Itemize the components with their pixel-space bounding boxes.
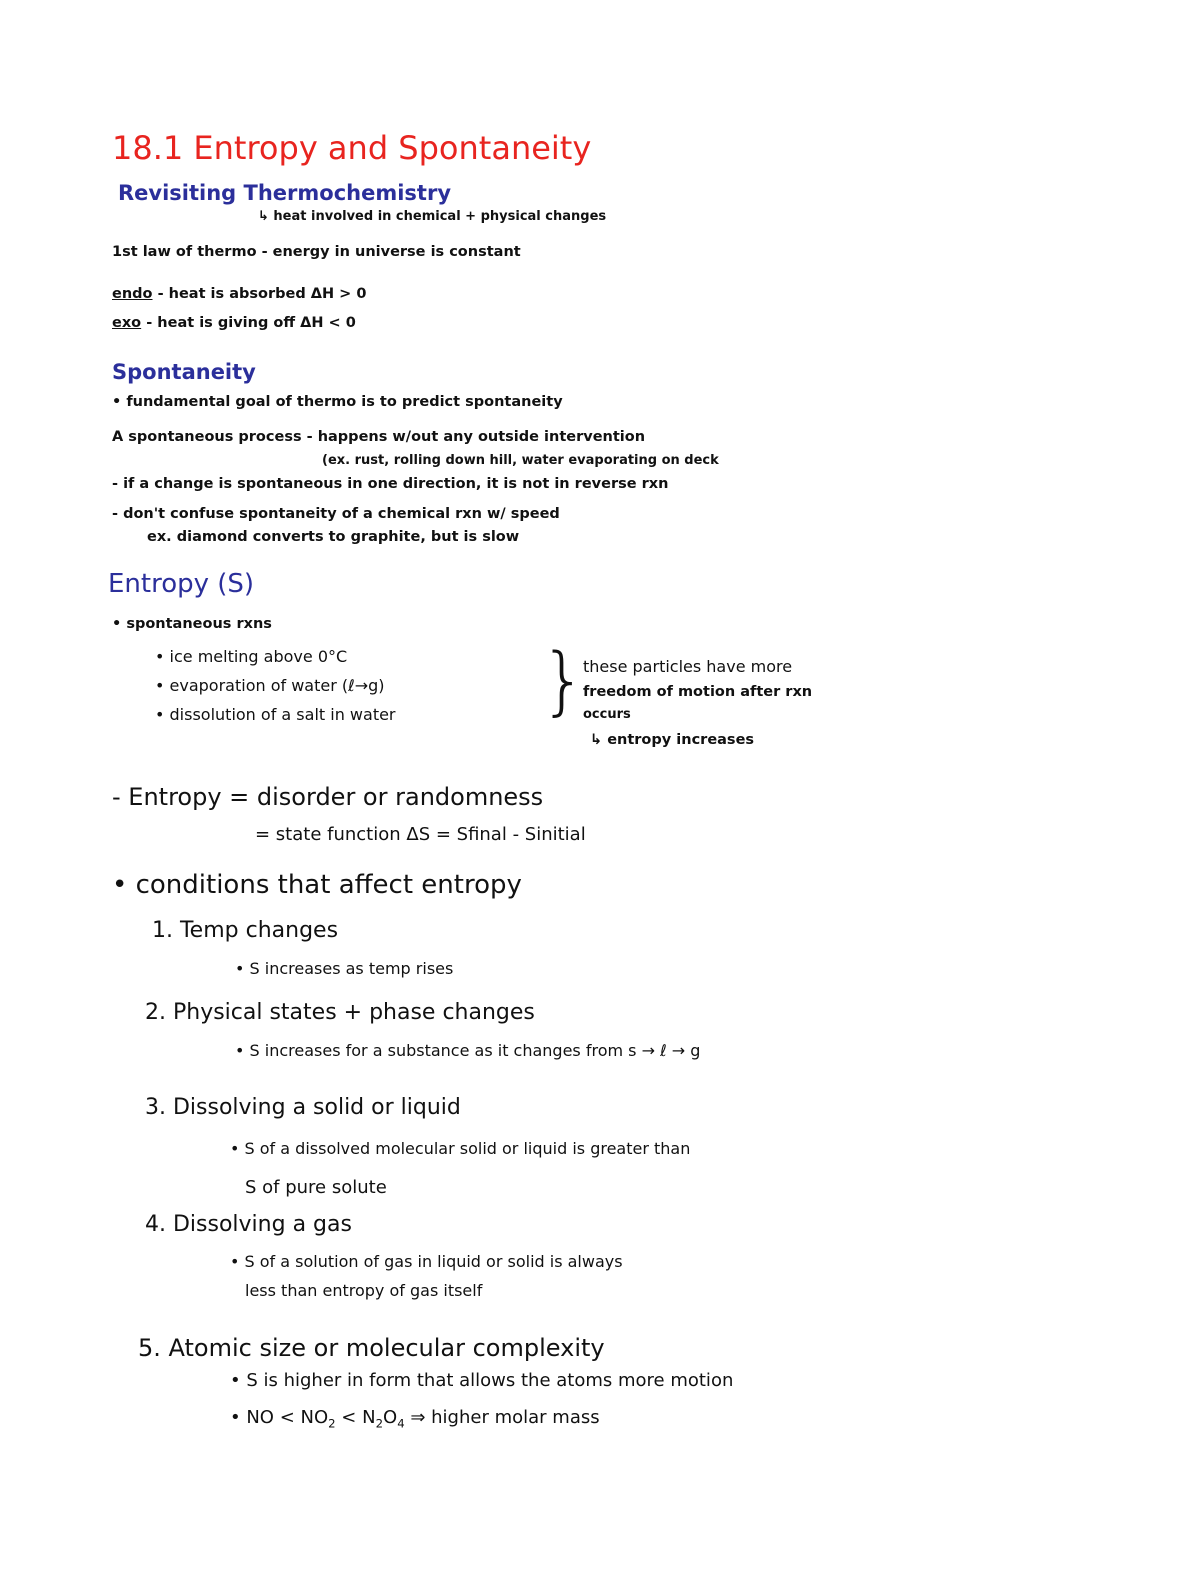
brace-note-line-4: ↳ entropy increases bbox=[590, 732, 755, 748]
spontaneous-examples: (ex. rust, rolling down hill, water evaporating on deck bbox=[322, 453, 719, 468]
formula-part-no-lt-no: • NO < NO bbox=[230, 1407, 329, 1428]
rxn-example-dissolution: • dissolution of a salt in water bbox=[155, 705, 396, 724]
rxn-example-ice: • ice melting above 0°C bbox=[155, 647, 348, 666]
entropy-definition: - Entropy = disorder or randomness bbox=[112, 783, 544, 811]
exo-term: exo bbox=[112, 315, 142, 331]
spontaneity-note-speed: - don't confuse spontaneity of a chemical rxn w/ speed bbox=[112, 506, 560, 522]
conditions-heading: • conditions that affect entropy bbox=[112, 870, 522, 900]
page-title: 18.1 Entropy and Spontaneity bbox=[112, 129, 592, 167]
exo-line bbox=[112, 316, 356, 331]
subscript-2: 2 bbox=[375, 1416, 384, 1431]
condition-3-note-2: S of pure solute bbox=[245, 1177, 387, 1198]
brace-note-line-2: freedom of motion after rxn bbox=[583, 684, 813, 700]
spontaneous-process-definition: A spontaneous process - happens w/out any outside intervention bbox=[112, 429, 646, 445]
molar-mass-note: ⇒ higher molar mass bbox=[404, 1407, 600, 1428]
first-law-line: 1st law of thermo - energy in universe is constant bbox=[112, 244, 521, 260]
condition-3-note-1: • S of a dissolved molecular solid or liquid is greater than bbox=[230, 1139, 691, 1158]
revisiting-note: ↳ heat involved in chemical + physical changes bbox=[258, 209, 607, 224]
curly-brace: } bbox=[540, 638, 588, 724]
subscript-4: 4 bbox=[397, 1416, 405, 1431]
exo-definition: - heat is giving off ΔH < 0 bbox=[146, 315, 356, 331]
endo-line bbox=[112, 287, 366, 302]
spontaneity-example-diamond: ex. diamond converts to graphite, but is slow bbox=[147, 529, 520, 545]
condition-4-note-2: less than entropy of gas itself bbox=[245, 1281, 483, 1300]
section-heading-entropy: Entropy (S) bbox=[108, 569, 255, 599]
formula-part-lt-n: < N bbox=[335, 1407, 376, 1428]
section-heading-spontaneity: Spontaneity bbox=[112, 360, 256, 384]
condition-1-title: 1. Temp changes bbox=[152, 918, 339, 943]
entropy-state-function: = state function ΔS = Sfinal - Sinitial bbox=[255, 824, 586, 845]
spontaneity-goal: • fundamental goal of thermo is to predict spontaneity bbox=[112, 394, 563, 410]
condition-5-note-1: • S is higher in form that allows the atoms more motion bbox=[230, 1370, 734, 1391]
subscript-2: 2 bbox=[328, 1416, 336, 1431]
brace-note-line-3: occurs bbox=[583, 707, 631, 722]
condition-5-title: 5. Atomic size or molecular complexity bbox=[138, 1334, 605, 1362]
formula-part-o: O bbox=[383, 1407, 398, 1428]
spontaneity-note-reverse: - if a change is spontaneous in one direction, it is not in reverse rxn bbox=[112, 476, 669, 492]
brace-note-line-1: these particles have more bbox=[583, 657, 793, 676]
condition-4-note-1: • S of a solution of gas in liquid or solid is always bbox=[230, 1252, 623, 1271]
condition-2-title: 2. Physical states + phase changes bbox=[145, 1000, 535, 1025]
condition-2-note: • S increases for a substance as it changes from s → ℓ → g bbox=[235, 1041, 701, 1060]
endo-term: endo bbox=[112, 286, 153, 302]
condition-3-title: 3. Dissolving a solid or liquid bbox=[145, 1095, 461, 1120]
rxn-example-evaporation: • evaporation of water (ℓ→g) bbox=[155, 676, 385, 695]
spontaneous-rxns-label: • spontaneous rxns bbox=[112, 616, 272, 632]
condition-4-title: 4. Dissolving a gas bbox=[145, 1212, 352, 1237]
section-heading-revisiting: Revisiting Thermochemistry bbox=[118, 181, 452, 205]
endo-definition: - heat is absorbed ΔH > 0 bbox=[157, 286, 367, 302]
condition-5-note-2 bbox=[230, 1409, 600, 1430]
condition-1-note: • S increases as temp rises bbox=[235, 959, 454, 978]
